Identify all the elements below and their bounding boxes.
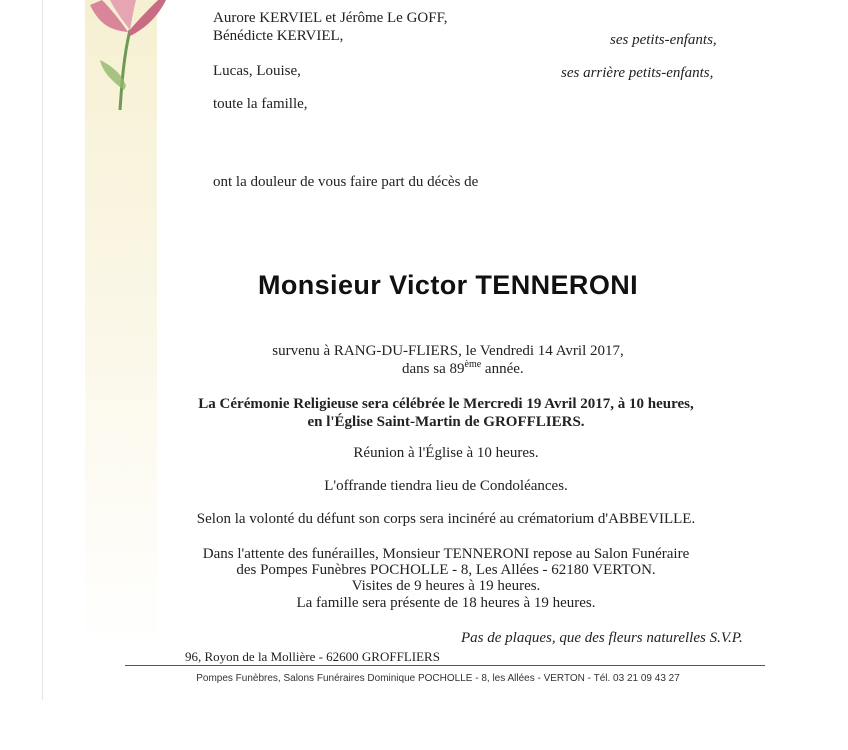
- ceremony-line-2: en l'Église Saint-Martin de GROFFLIERS.: [307, 414, 585, 430]
- funeral-home-line-2: des Pompes Funèbres POCHOLLE - 8, Les Allées - 62180 VERTON.: [236, 562, 656, 578]
- family-line-3: Lucas, Louise,: [213, 63, 301, 79]
- family-line-1: Aurore KERVIEL et Jérôme Le GOFF,: [213, 10, 448, 26]
- deceased-name: Monsieur Victor TENNERONI: [257, 270, 639, 300]
- death-age-line: [402, 360, 524, 378]
- footer-divider: [125, 665, 765, 666]
- family-address: 96, Royon de la Mollière - 62600 GROFFLIERS: [185, 649, 440, 664]
- funeral-home-line-1: Dans l'attente des funérailles, Monsieur TENNERONI repose au Salon Funéraire: [202, 546, 690, 562]
- funeral-home-line-4: La famille sera présente de 18 heures à 19 heures.: [296, 595, 596, 611]
- grandchildren-label: ses petits-enfants,: [610, 32, 717, 48]
- footer-funeral-home: Pompes Funèbres, Salons Funéraires Dominique POCHOLLE - 8, les Allées - VERTON - Tél. 03 21 09 43 27: [196, 673, 680, 684]
- age-prefix: dans sa 89: [402, 361, 465, 377]
- family-line-2: Bénédicte KERVIEL,: [213, 28, 344, 44]
- meeting-text: Réunion à l'Église à 10 heures.: [353, 445, 539, 461]
- offering-text: L'offrande tiendra lieu de Condoléances.: [324, 478, 568, 494]
- family-line-4: toute la famille,: [213, 96, 308, 112]
- age-superscript: ème: [464, 359, 482, 370]
- flowers-note: Pas de plaques, que des fleurs naturelles S.V.P.: [461, 630, 743, 646]
- ceremony-line-1: La Cérémonie Religieuse sera célébrée le Mercredi 19 Avril 2017, à 10 heures,: [198, 396, 694, 412]
- cremation-text: Selon la volonté du défunt son corps sera incinéré au crématorium d'ABBEVILLE.: [196, 511, 696, 527]
- announcement-text: ont la douleur de vous faire part du décès de: [213, 174, 479, 190]
- death-line-1: survenu à RANG-DU-FLIERS, le Vendredi 14 Avril 2017,: [272, 343, 624, 359]
- great-grandchildren-label: ses arrière petits-enfants,: [561, 65, 714, 81]
- age-suffix: année.: [481, 361, 524, 377]
- lily-flower-icon: [80, 0, 170, 120]
- funeral-home-line-3: Visites de 9 heures à 19 heures.: [351, 578, 541, 594]
- page-edge: [42, 0, 43, 700]
